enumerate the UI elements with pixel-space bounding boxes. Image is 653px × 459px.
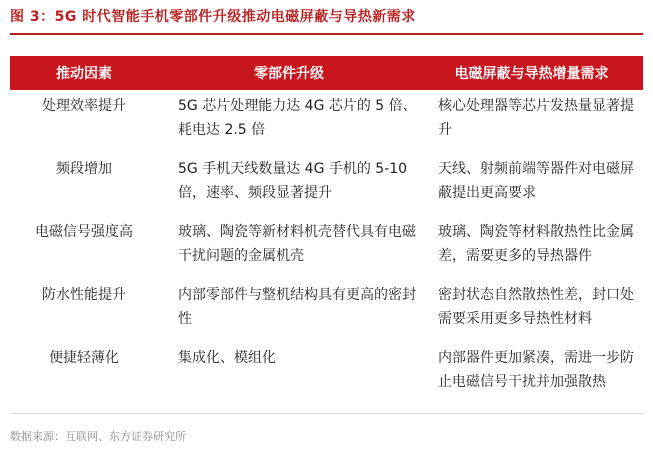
table-bottom-divider <box>10 413 643 414</box>
row-factor: 防水性能提升 <box>42 287 126 303</box>
row-factor: 便捷轻薄化 <box>49 350 119 366</box>
figure-title: 图 3：5G 时代智能手机零部件升级推动电磁屏蔽与导热新需求 <box>10 9 416 25</box>
source-note: 数据来源：互联网、东方证券研究所 <box>10 430 186 443</box>
header-factor: 推动因素 <box>56 66 112 82</box>
row-demand: 天线、射频前端等器件对电磁屏蔽提出更高要求 <box>438 161 634 201</box>
row-demand: 内部器件更加紧凑，需进一步防止电磁信号干扰并加强散热 <box>438 350 634 390</box>
row-demand: 核心处理器等芯片发热量显著提升 <box>438 98 634 138</box>
table-row <box>10 283 643 331</box>
row-upgrade: 5G 手机天线数量达 4G 手机的 5-10 倍，速率、频段显著提升 <box>178 161 408 201</box>
row-upgrade: 内部零部件与整机结构具有更高的密封性 <box>178 287 416 327</box>
header-demand: 电磁屏蔽与导热增量需求 <box>454 66 609 82</box>
table-row <box>10 346 643 394</box>
row-upgrade: 玻璃、陶瓷等新材料机壳替代具有电磁干扰问题的金属机壳 <box>178 224 416 264</box>
table-row <box>10 220 643 268</box>
table-row <box>10 94 643 142</box>
table-row <box>10 157 643 205</box>
row-factor: 电磁信号强度高 <box>35 224 133 240</box>
header-upgrade: 零部件升级 <box>254 66 324 82</box>
data-table <box>10 56 643 390</box>
row-demand: 玻璃、陶瓷等材料散热性比金属差，需要更多的导热器件 <box>438 224 634 264</box>
row-factor: 处理效率提升 <box>42 98 126 114</box>
title-divider <box>10 33 643 35</box>
row-demand: 密封状态自然散热性差，封口处需要采用更多导热性材料 <box>438 287 634 327</box>
table-header <box>10 56 643 90</box>
row-upgrade: 5G 芯片处理能力达 4G 芯片的 5 倍、耗电达 2.5 倍 <box>178 98 417 138</box>
row-factor: 频段增加 <box>56 161 112 177</box>
row-upgrade: 集成化、模组化 <box>178 350 276 366</box>
